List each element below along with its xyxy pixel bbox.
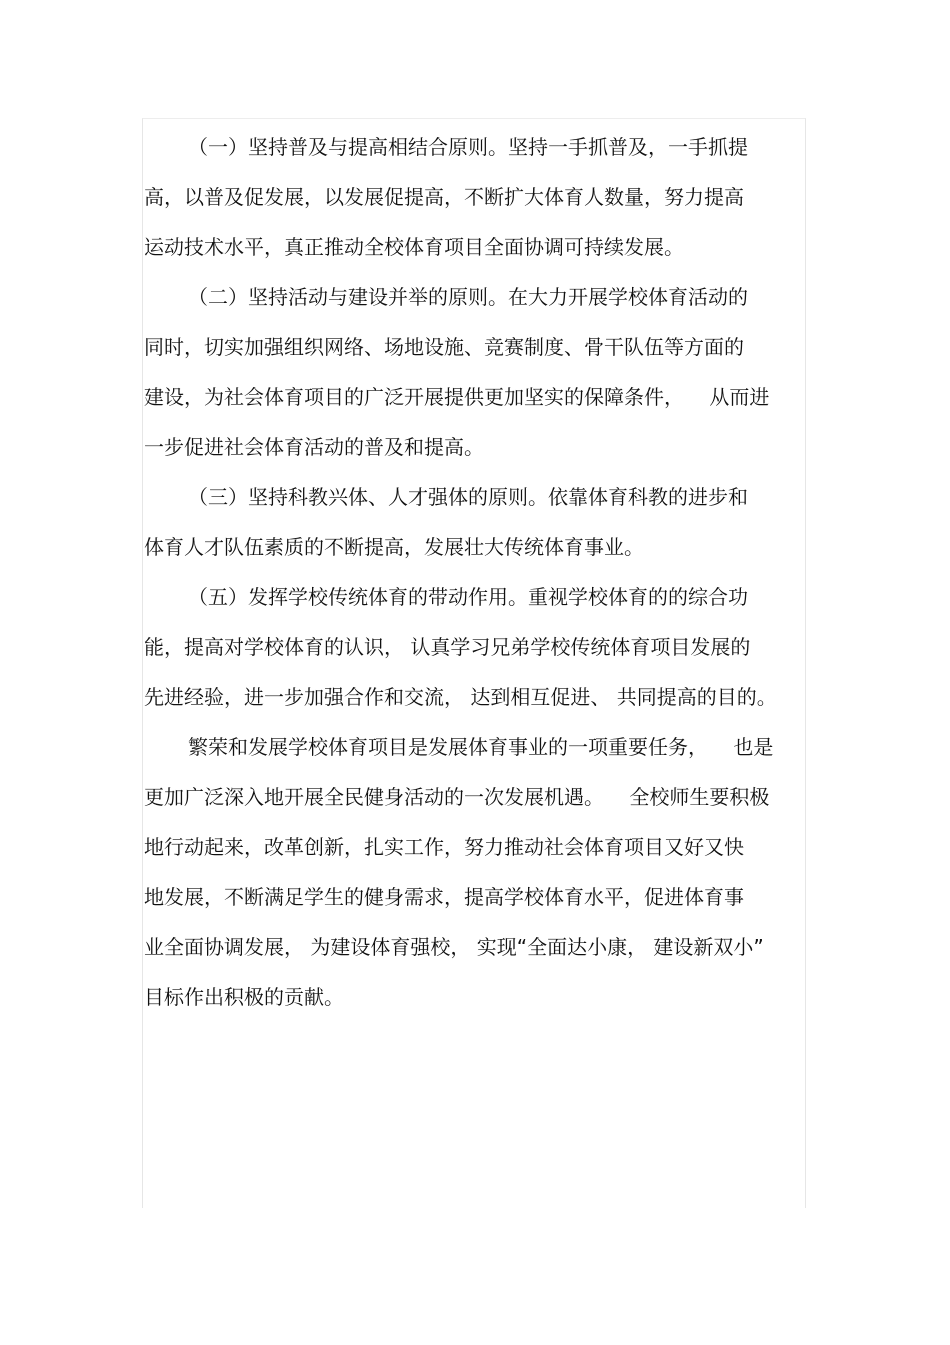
paragraph-2 (144, 272, 804, 472)
paragraph-line: （三）坚持科教兴体、人才强体的原则。依靠体育科教的进步和 (188, 485, 748, 509)
paragraph-line: 繁荣和发展学校体育项目是发展体育事业的一项重要任务， 也是 (188, 735, 774, 759)
paragraph-line: （二）坚持活动与建设并举的原则。在大力开展学校体育活动的 (188, 285, 748, 309)
paragraph-line: 同时，切实加强组织网络、场地设施、竞赛制度、骨干队伍等方面的 (144, 335, 744, 359)
paragraph-line: 业全面协调发展， 为建设体育强校， 实现“全面达小康， 建设新双小” (144, 935, 764, 959)
paragraph-line: 地发展，不断满足学生的健身需求，提高学校体育水平，促进体育事 (144, 885, 744, 909)
paragraph-line: 建设，为社会体育项目的广泛开展提供更加坚实的保障条件， 从而进 (144, 385, 770, 409)
paragraph-line: 高，以普及促发展，以发展促提高，不断扩大体育人数量，努力提高 (144, 185, 744, 209)
paragraph-line: 地行动起来，改革创新，扎实工作，努力推动社会体育项目又好又快 (144, 835, 744, 859)
paragraph-line: 体育人才队伍素质的不断提高，发展壮大传统体育事业。 (144, 535, 644, 559)
paragraph-line: 一步促进社会体育活动的普及和提高。 (144, 435, 484, 459)
paragraph-3 (144, 472, 804, 572)
paragraph-4 (144, 572, 804, 722)
paragraph-line: 目标作出积极的贡献。 (144, 985, 344, 1009)
paragraph-line: 运动技术水平，真正推动全校体育项目全面协调可持续发展。 (144, 235, 684, 259)
paragraph-line: 能，提高对学校体育的认识， 认真学习兄弟学校传统体育项目发展的 (144, 635, 751, 659)
paragraph-line: （一）坚持普及与提高相结合原则。坚持一手抓普及，一手抓提 (188, 135, 748, 159)
paragraph-5 (144, 722, 804, 1022)
paragraph-line: 更加广泛深入地开展全民健身活动的一次发展机遇。 全校师生要积极 (144, 785, 770, 809)
document-body (144, 122, 804, 1022)
paragraph-line: （五）发挥学校传统体育的带动作用。重视学校体育的的综合功 (188, 585, 748, 609)
paragraph-1 (144, 122, 804, 272)
paragraph-line: 先进经验，进一步加强合作和交流， 达到相互促进、 共同提高的目的。 (144, 685, 777, 709)
